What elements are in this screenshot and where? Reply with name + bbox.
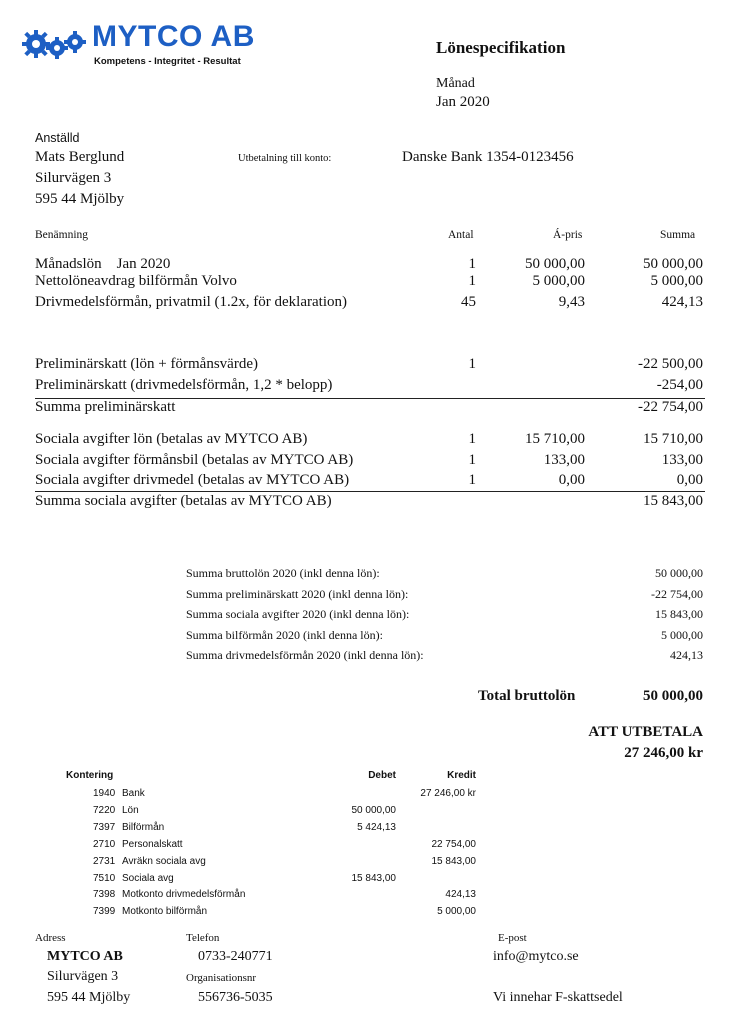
logo-tagline: Kompetens - Integritet - Resultat	[94, 56, 241, 67]
item-qty: 1	[468, 256, 476, 272]
item-name: Månadslön Jan 2020	[35, 256, 171, 272]
social-row-qty: 1	[468, 472, 476, 488]
pay-label: ATT UTBETALA	[588, 724, 703, 740]
social-row-sum: 15 710,00	[643, 431, 703, 447]
footer-email[interactable]: info@mytco.se	[493, 949, 579, 964]
col-qty-header: Antal	[448, 229, 474, 241]
ytd-value: 424,13	[670, 648, 703, 662]
item-price: 50 000,00	[525, 256, 585, 272]
kontering-name: Bilförmån	[122, 821, 165, 833]
kontering-account: 7398	[93, 889, 116, 901]
social-row-name: Sociala avgifter förmånsbil (betalas av MYTCO AB)	[35, 452, 354, 468]
item-name: Nettolöneavdrag bilförmån Volvo	[35, 273, 237, 289]
kontering-name: Bank	[122, 788, 145, 799]
social-row-qty: 1	[468, 431, 476, 447]
social-row-price: 0,00	[558, 472, 585, 488]
social-total-value: 15 843,00	[643, 493, 703, 509]
kontering-kredit: 15 843,00	[431, 855, 476, 867]
footer-street: Silurvägen 3	[47, 969, 119, 984]
ytd-label: Summa bruttolön 2020 (inkl denna lön):	[186, 566, 380, 580]
kontering-name: Lön	[122, 804, 139, 816]
kontering-debet: 15 843,00	[351, 872, 396, 884]
ytd-label: Summa bilförmån 2020 (inkl denna lön):	[186, 627, 383, 642]
footer-address-label: Adress	[35, 932, 66, 944]
social-row-sum: 133,00	[661, 452, 703, 468]
footer-phone: 0733-240771	[198, 949, 273, 964]
social-row-name: Sociala avgifter lön (betalas av MYTCO AB)	[35, 431, 308, 447]
tax-row-name: Preliminärskatt (drivmedelsförmån, 1,2 * belopp)	[35, 377, 333, 393]
item-qty: 45	[461, 294, 476, 310]
tax-total-value: -22 754,00	[638, 399, 703, 415]
footer-postal: 595 44 Mjölby	[47, 990, 131, 1005]
kontering-debet: 5 424,13	[357, 821, 396, 833]
gears-icon	[22, 28, 88, 68]
footer-ftax: Vi innehar F-skattsedel	[493, 990, 623, 1005]
kontering-account: 1940	[93, 788, 116, 799]
kontering-name: Avräkn sociala avg	[122, 855, 206, 867]
social-row-qty: 1	[468, 452, 476, 468]
logo-name: MYTCO AB	[92, 20, 255, 53]
tax-row-name: Preliminärskatt (lön + förmånsvärde)	[35, 356, 258, 372]
kontering-name: Motkonto bilförmån	[122, 906, 208, 918]
item-sum: 424,13	[661, 294, 703, 310]
social-divider	[35, 491, 705, 492]
kontering-name: Sociala avg	[122, 872, 174, 884]
kontering-account: 2710	[93, 838, 116, 850]
item-sum: 50 000,00	[643, 256, 703, 272]
kontering-kredit: 5 000,00	[437, 906, 476, 918]
social-row-price: 15 710,00	[525, 431, 585, 447]
ytd-label: Summa preliminärskatt 2020 (inkl denna lön):	[186, 586, 409, 601]
kontering-name: Personalskatt	[122, 838, 183, 850]
month-value: Jan 2020	[436, 94, 490, 110]
item-price: 5 000,00	[532, 273, 585, 289]
footer-company: MYTCO AB	[47, 949, 123, 964]
ytd-value: 5 000,00	[661, 627, 703, 642]
kontering-name: Motkonto drivmedelsförmån	[122, 889, 246, 901]
col-price-header: Á-pris	[553, 229, 583, 241]
item-price: 9,43	[558, 294, 585, 310]
item-qty: 1	[468, 273, 476, 289]
kontering-account: 7397	[93, 821, 116, 833]
item-name: Drivmedelsförmån, privatmil (1.2x, för deklaration)	[35, 294, 347, 310]
pay-value: 27 246,00 kr	[624, 745, 703, 761]
footer-org-label: Organisationsnr	[186, 972, 257, 984]
tax-row-sum: -22 500,00	[638, 356, 703, 372]
kontering-kredit: 424,13	[445, 889, 476, 901]
ytd-label: Summa sociala avgifter 2020 (inkl denna lön):	[186, 607, 410, 621]
document-title: Lönespecifikation	[436, 38, 566, 57]
col-name-header: Benämning	[35, 229, 89, 241]
payout-label: Utbetalning till konto:	[238, 153, 332, 164]
tax-total-label: Summa preliminärskatt	[35, 399, 176, 415]
kontering-account: 2731	[93, 855, 116, 867]
kontering-kredit: 27 246,00 kr	[420, 788, 476, 799]
ytd-value: 15 843,00	[655, 607, 703, 621]
kontering-kredit-header: Kredit	[447, 770, 476, 781]
month-label: Månad	[436, 76, 475, 91]
kontering-account: 7399	[93, 906, 116, 918]
footer-phone-label: Telefon	[186, 932, 220, 944]
footer-email-label: E-post	[498, 932, 527, 944]
kontering-debet: 50 000,00	[351, 804, 396, 816]
payout-account: Danske Bank 1354-0123456	[402, 149, 574, 165]
social-row-name: Sociala avgifter drivmedel (betalas av MYTCO AB)	[35, 472, 350, 488]
kontering-account: 7510	[93, 872, 116, 884]
employee-postal: 595 44 Mjölby	[35, 191, 125, 207]
kontering-kredit: 22 754,00	[431, 838, 476, 850]
kontering-account: 7220	[93, 804, 116, 816]
employee-label: Anställd	[35, 131, 80, 145]
social-row-sum: 0,00	[676, 472, 703, 488]
ytd-value: -22 754,00	[651, 586, 703, 601]
employee-street: Silurvägen 3	[35, 170, 112, 186]
ytd-label: Summa drivmedelsförmån 2020 (inkl denna lön):	[186, 648, 424, 662]
gross-total-label: Total bruttolön	[478, 688, 576, 704]
social-total-label: Summa sociala avgifter (betalas av MYTCO AB)	[35, 493, 332, 509]
tax-row-qty: 1	[468, 356, 476, 372]
kontering-title: Kontering	[66, 770, 114, 781]
item-sum: 5 000,00	[650, 273, 703, 289]
social-row-price: 133,00	[543, 452, 585, 468]
ytd-value: 50 000,00	[655, 566, 703, 580]
col-sum-header: Summa	[660, 229, 696, 241]
tax-row-sum: -254,00	[656, 377, 703, 393]
kontering-debet-header: Debet	[368, 770, 396, 781]
company-logo	[22, 20, 282, 74]
gross-total-value: 50 000,00	[643, 688, 703, 704]
footer-org: 556736-5035	[198, 990, 273, 1005]
employee-name: Mats Berglund	[35, 149, 125, 165]
